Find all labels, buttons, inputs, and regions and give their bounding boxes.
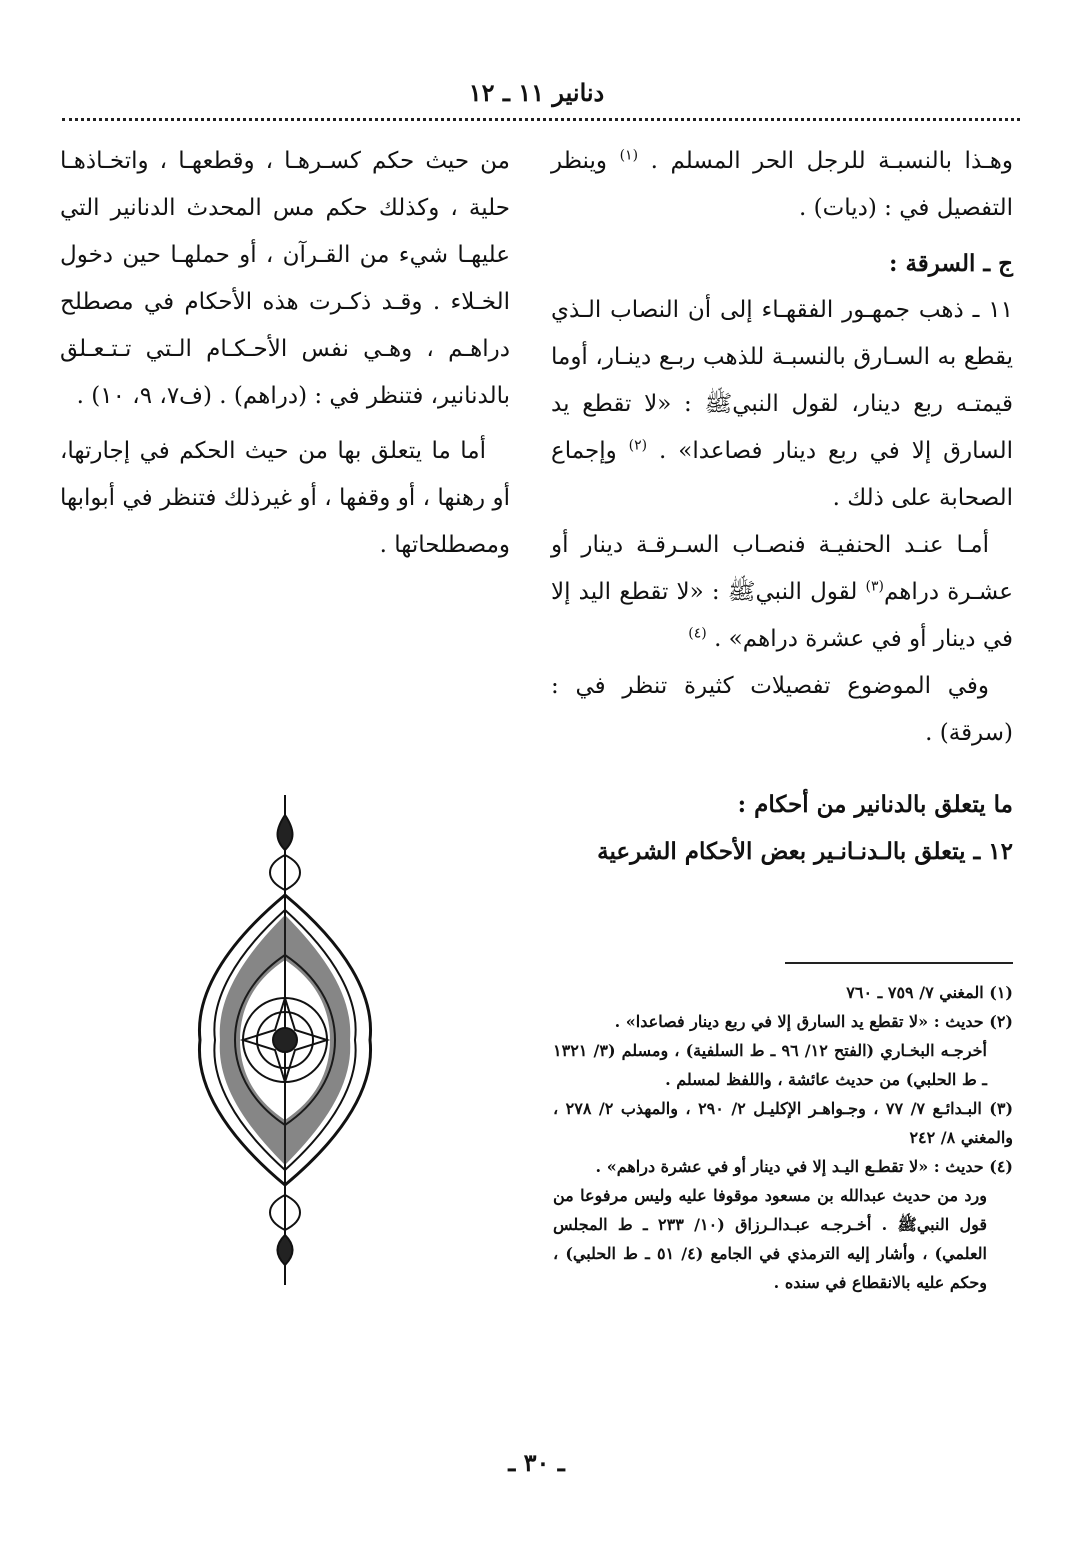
section-heading: ج ـ السرقة : (888, 250, 1013, 277)
paragraph: وهـذا بالنسبـة للرجل الحر المسلم . $^{(١)}$ وينظر التفصيل في : (ديات) . (551, 147, 1013, 221)
paragraph: وفي الموضوع تفصيلات كثيرة تنظر في : (سرقة) . (551, 673, 1013, 746)
right-column (551, 138, 1013, 875)
page-number: ـ ٣٠ ـ (508, 1448, 565, 1477)
footnote: (٣) البـدائـع ٧/ ٧٧ ، وجـواهـر الإكليـل ٢/ ٢٩٠ ، والمهذب ٢/ ٢٧٨ ، والمغني ٨/ ٢٤٢ (553, 1099, 1014, 1147)
footnote-divider (785, 962, 1013, 964)
paragraph: من حيث حكم كسـرهـا ، وقطعهـا ، واتخـاذهـا حلية ، وكذلك حكم مس المحدث الدنانير التي عليهـا شيء من القـرآن ، أو حملهـا حين دخول الخـلاء . وقـد ذكـرت هذه الأحكام في مصطلح دراهـم ، وهـي نفس الأحـكـام الـتي تـتـعـلق بالدنانير، فتنظر في : (دراهم) . (ف٧، ٩، ١٠) . (60, 148, 510, 409)
footnote-ref: (٣) (865, 578, 884, 595)
left-column (60, 138, 510, 569)
footnote: (٢) حديث : «لا تقطع يد السارق إلا في ربع دينار فصاعدا» . (614, 1012, 1013, 1031)
footnote: (١) المغني ٧/ ٧٥٩ ـ ٧٦٠ (846, 983, 1013, 1002)
footnote-ref: (٤) (688, 625, 707, 642)
footnote-ref: (٢) (628, 437, 648, 454)
ornament-icon (195, 795, 375, 1285)
paragraph: أمـا عنـد الحنفيـة فنصـاب السـرقـة دينار أو عشـرة دراهم$^{(٣)}$ لقول النبيﷺ : «لا تقطع اليد إلا في دينار أو في عشرة دراهم» . $^{(٤)}$ (551, 532, 1013, 652)
running-header: دنانير ١١ ـ ١٢ (468, 78, 605, 107)
footnote-detail: ورد من حديث عبدالله بن مسعود موقوفا عليه وليس مرفوعا من قول النبيﷺ . أخـرجـه عبـدالـرزاق (١٠/ ٢٣٣ ـ ط المجلس العلمي) ، وأشار إليه الترمذي في الجامع (٤/ ٥١ ـ ط الحلبي) ، وحكم عليه بالانقطاع في سنده . (553, 1186, 988, 1292)
paragraph: أما ما يتعلق بها من حيث الحكم في إجارتها، أو رهنها ، أو وقفها ، أو غيرذلك فتنظر في أبوابها ومصطلحاتها . (60, 438, 510, 558)
paragraph: ١١ ـ ذهب جمهـور الفقهـاء إلى أن النصاب الـذي يقطع به السـارق بالنسبـة للذهب ربـع دينـار، أوما قيمتـه ربع دينار، لقول النبيﷺ : «لا تقطع يد السارق إلا في ربع دينار فصاعدا» . $^{(٢)}$ وإجماع الصحابة على ذلك . (551, 297, 1014, 511)
footnotes (553, 978, 1013, 1297)
footnote-detail: أخرجـه البخـاري (الفتح ١٢/ ٩٦ ـ ط السلفية) ، ومسلم (٣/ ١٣٢١ ـ ط الحلبي) من حديث عائشة ، واللفظ لمسلم . (553, 1041, 987, 1089)
paragraph: ١٢ ـ يتعلق بالـدنـانـير بعض الأحكام الشرعية (597, 838, 1013, 865)
footnote-ref: (١) (619, 147, 639, 164)
section-heading: ما يتعلق بالدنانير من أحكام : (737, 791, 1013, 818)
footnote: (٤) حديث : «لا تقطـع اليـد إلا في دينار أو في عشرة دراهم» . (595, 1157, 1013, 1176)
header-divider (62, 118, 1020, 121)
